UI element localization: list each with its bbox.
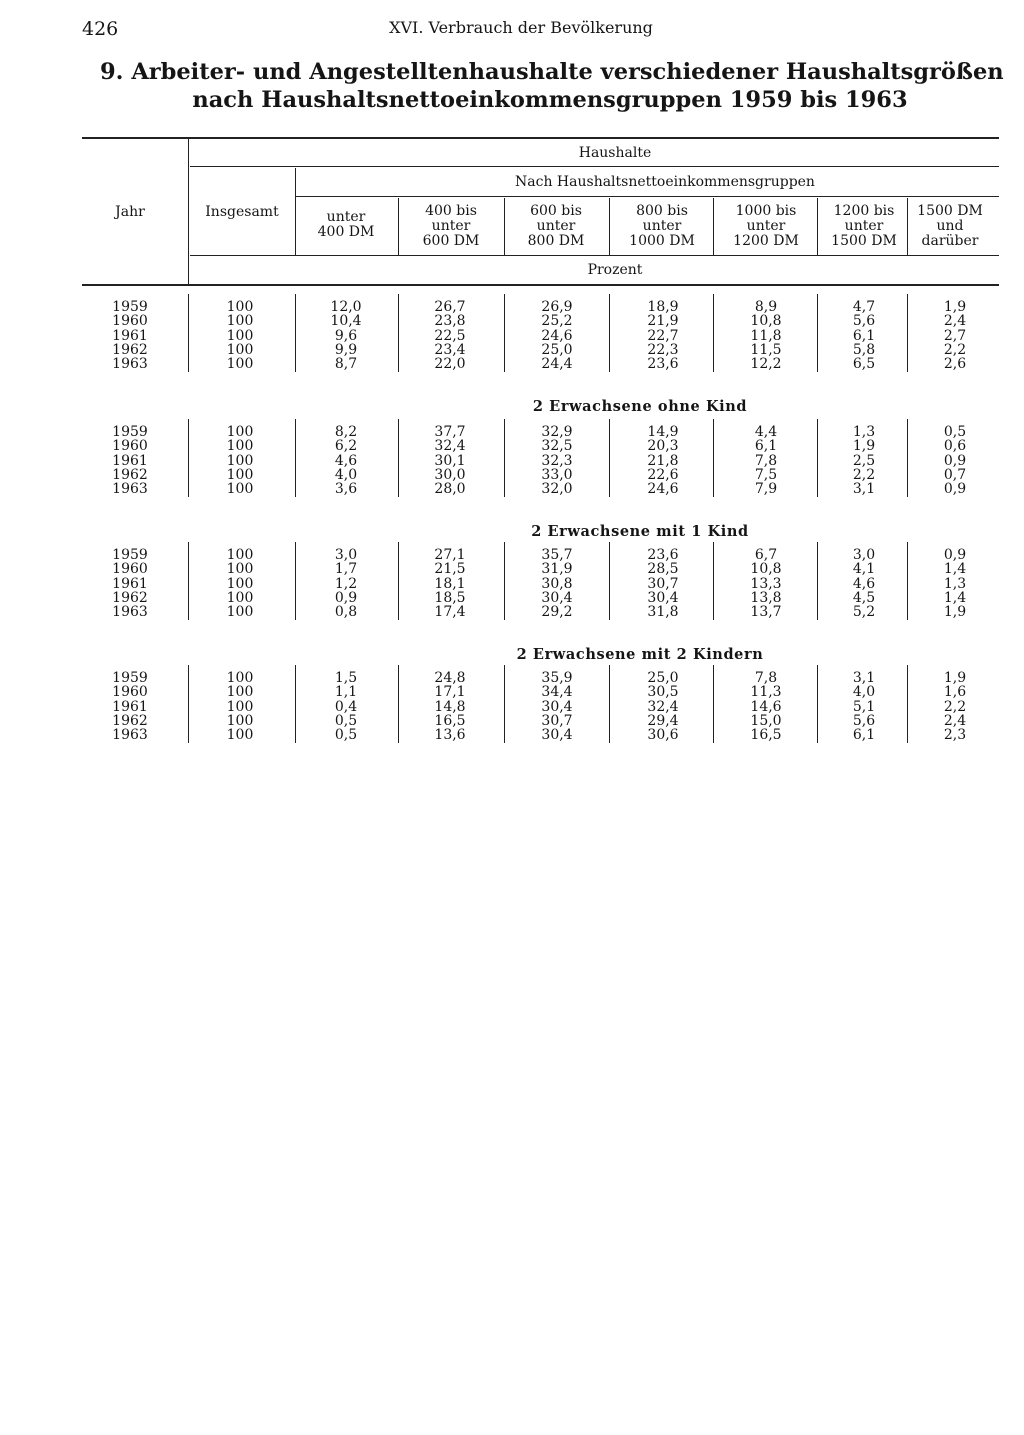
column-rule <box>188 419 189 497</box>
header-nach-gruppen: Nach Haushaltsnettoeinkommensgruppen <box>515 174 815 190</box>
header-jahr: Jahr <box>115 204 145 220</box>
column-rule <box>609 665 610 743</box>
column-rule <box>504 542 505 620</box>
row-total: 100 <box>226 466 254 483</box>
row-value: 26,7 <box>434 299 466 315</box>
header-group: 600 bis unter 800 DM <box>527 203 585 249</box>
row-value: 22,3 <box>647 341 679 358</box>
row-value: 30,7 <box>541 712 573 729</box>
column-rule <box>398 542 399 620</box>
row-value: 6,1 <box>852 327 876 344</box>
header-bottom-rule <box>82 284 999 286</box>
row-year: 1959 <box>112 424 148 440</box>
column-rule <box>188 294 189 372</box>
row-value: 4,7 <box>852 299 876 315</box>
row-total: 100 <box>226 424 254 440</box>
header-insgesamt: Insgesamt <box>205 204 279 220</box>
row-value: 8,2 <box>334 424 358 440</box>
column-rule <box>504 294 505 372</box>
row-value: 4,5 <box>852 589 876 606</box>
row-value: 10,8 <box>750 561 782 578</box>
row-value: 24,6 <box>541 327 573 344</box>
row-value: 25,0 <box>647 670 679 686</box>
header-prozent: Prozent <box>587 262 643 278</box>
row-value: 10,8 <box>750 313 782 330</box>
row-value: 32,4 <box>434 438 466 455</box>
row-value: 1,7 <box>334 561 358 578</box>
row-total: 100 <box>226 698 254 715</box>
row-total: 100 <box>226 575 254 592</box>
rule-under-haushalte <box>190 166 999 167</box>
row-value: 2,7 <box>943 327 967 344</box>
row-value: 14,6 <box>750 698 782 715</box>
row-total: 100 <box>226 299 254 315</box>
row-value: 7,5 <box>754 466 778 483</box>
row-value: 1,3 <box>943 575 967 592</box>
row-value: 11,8 <box>750 327 782 344</box>
row-total: 100 <box>226 684 254 701</box>
row-value: 14,8 <box>434 698 466 715</box>
row-value: 31,8 <box>647 604 679 621</box>
column-rule <box>907 665 908 743</box>
row-value: 9,6 <box>334 327 358 344</box>
column-rule <box>504 665 505 743</box>
row-year: 1960 <box>112 684 148 701</box>
row-value: 18,1 <box>434 575 466 592</box>
row-value: 6,1 <box>852 727 876 744</box>
row-value: 13,6 <box>434 727 466 744</box>
header-group: 1500 DM und darüber <box>917 203 983 249</box>
row-value: 2,2 <box>852 466 876 483</box>
column-rule <box>188 542 189 620</box>
row-value: 0,9 <box>943 481 967 498</box>
row-value: 12,2 <box>750 356 782 373</box>
row-value: 31,9 <box>541 561 573 578</box>
row-value: 25,0 <box>541 341 573 358</box>
row-value: 8,9 <box>754 299 778 315</box>
row-value: 28,0 <box>434 481 466 498</box>
header-vline <box>188 139 189 284</box>
row-value: 6,7 <box>754 547 778 563</box>
row-value: 13,3 <box>750 575 782 592</box>
row-value: 30,6 <box>647 727 679 744</box>
row-total: 100 <box>226 604 254 621</box>
row-year: 1961 <box>112 327 148 344</box>
column-rule <box>295 542 296 620</box>
row-value: 5,8 <box>852 341 876 358</box>
row-value: 6,1 <box>754 438 778 455</box>
row-value: 30,4 <box>647 589 679 606</box>
row-total: 100 <box>226 327 254 344</box>
row-value: 35,7 <box>541 547 573 563</box>
row-total: 100 <box>226 452 254 469</box>
row-year: 1959 <box>112 670 148 686</box>
row-value: 29,2 <box>541 604 573 621</box>
row-value: 32,0 <box>541 481 573 498</box>
column-rule <box>295 665 296 743</box>
row-total: 100 <box>226 589 254 606</box>
column-rule <box>713 665 714 743</box>
row-value: 1,3 <box>852 424 876 440</box>
row-total: 100 <box>226 727 254 744</box>
row-value: 5,6 <box>852 313 876 330</box>
row-value: 4,4 <box>754 424 778 440</box>
column-rule <box>713 294 714 372</box>
row-value: 11,5 <box>750 341 782 358</box>
row-value: 1,1 <box>334 684 358 701</box>
column-rule <box>817 665 818 743</box>
row-value: 0,5 <box>334 712 358 729</box>
row-value: 21,8 <box>647 452 679 469</box>
row-value: 18,9 <box>647 299 679 315</box>
row-value: 1,5 <box>334 670 358 686</box>
row-year: 1962 <box>112 341 148 358</box>
row-year: 1959 <box>112 299 148 315</box>
row-value: 2,2 <box>943 698 967 715</box>
row-value: 23,6 <box>647 547 679 563</box>
column-rule <box>295 419 296 497</box>
row-value: 24,6 <box>647 481 679 498</box>
row-value: 11,3 <box>750 684 782 701</box>
row-year: 1962 <box>112 466 148 483</box>
row-value: 3,6 <box>334 481 358 498</box>
row-value: 30,7 <box>647 575 679 592</box>
row-value: 10,4 <box>330 313 362 330</box>
row-value: 23,4 <box>434 341 466 358</box>
row-value: 12,0 <box>330 299 362 315</box>
row-value: 30,0 <box>434 466 466 483</box>
section-title: 2 Erwachsene mit 1 Kind <box>531 523 749 540</box>
row-value: 22,6 <box>647 466 679 483</box>
row-value: 2,3 <box>943 727 967 744</box>
header-group: unter 400 DM <box>317 209 375 240</box>
row-value: 0,9 <box>943 452 967 469</box>
row-value: 24,8 <box>434 670 466 686</box>
row-total: 100 <box>226 547 254 563</box>
row-value: 32,3 <box>541 452 573 469</box>
row-value: 1,4 <box>943 561 967 578</box>
page-number: 426 <box>82 18 119 40</box>
row-value: 4,0 <box>852 684 876 701</box>
rule-under-groups <box>190 255 999 256</box>
row-year: 1962 <box>112 589 148 606</box>
column-rule <box>504 419 505 497</box>
column-rule <box>398 665 399 743</box>
row-value: 3,1 <box>852 481 876 498</box>
row-value: 0,5 <box>334 727 358 744</box>
row-value: 32,5 <box>541 438 573 455</box>
header-group: 400 bis unter 600 DM <box>422 203 480 249</box>
table-title <box>100 58 1004 114</box>
header-group: 1000 bis unter 1200 DM <box>733 203 799 249</box>
row-total: 100 <box>226 356 254 373</box>
row-value: 32,4 <box>647 698 679 715</box>
row-value: 23,8 <box>434 313 466 330</box>
row-value: 1,9 <box>943 299 967 315</box>
row-total: 100 <box>226 561 254 578</box>
column-rule <box>398 419 399 497</box>
row-value: 16,5 <box>434 712 466 729</box>
row-value: 17,4 <box>434 604 466 621</box>
header-group: 800 bis unter 1000 DM <box>629 203 695 249</box>
row-value: 5,6 <box>852 712 876 729</box>
row-value: 30,4 <box>541 698 573 715</box>
row-year: 1960 <box>112 438 148 455</box>
row-value: 24,4 <box>541 356 573 373</box>
row-value: 21,5 <box>434 561 466 578</box>
row-value: 30,4 <box>541 727 573 744</box>
row-value: 2,4 <box>943 313 967 330</box>
row-value: 1,9 <box>852 438 876 455</box>
column-rule <box>817 294 818 372</box>
row-value: 1,9 <box>943 604 967 621</box>
table-top-rule <box>82 137 999 139</box>
rule-under-gruppen <box>295 196 999 197</box>
row-value: 5,1 <box>852 698 876 715</box>
row-value: 0,7 <box>943 466 967 483</box>
row-value: 37,7 <box>434 424 466 440</box>
column-rule <box>609 542 610 620</box>
row-value: 30,5 <box>647 684 679 701</box>
column-rule <box>907 542 908 620</box>
row-value: 5,2 <box>852 604 876 621</box>
row-value: 1,9 <box>943 670 967 686</box>
row-value: 20,3 <box>647 438 679 455</box>
column-rule <box>609 419 610 497</box>
row-value: 2,4 <box>943 712 967 729</box>
row-value: 26,9 <box>541 299 573 315</box>
row-value: 2,6 <box>943 356 967 373</box>
row-value: 0,5 <box>943 424 967 440</box>
row-value: 33,0 <box>541 466 573 483</box>
column-rule <box>713 419 714 497</box>
row-value: 22,7 <box>647 327 679 344</box>
row-total: 100 <box>226 341 254 358</box>
column-rule <box>713 542 714 620</box>
row-value: 23,6 <box>647 356 679 373</box>
row-value: 30,1 <box>434 452 466 469</box>
row-value: 8,7 <box>334 356 358 373</box>
row-value: 30,4 <box>541 589 573 606</box>
row-value: 27,1 <box>434 547 466 563</box>
row-value: 30,8 <box>541 575 573 592</box>
row-value: 16,5 <box>750 727 782 744</box>
row-value: 28,5 <box>647 561 679 578</box>
row-value: 4,0 <box>334 466 358 483</box>
row-value: 7,8 <box>754 452 778 469</box>
column-rule <box>907 294 908 372</box>
row-value: 14,9 <box>647 424 679 440</box>
row-value: 25,2 <box>541 313 573 330</box>
row-value: 0,6 <box>943 438 967 455</box>
row-value: 2,5 <box>852 452 876 469</box>
column-rule <box>295 294 296 372</box>
row-year: 1963 <box>112 481 148 498</box>
section-title: 2 Erwachsene mit 2 Kindern <box>516 646 764 663</box>
row-year: 1963 <box>112 356 148 373</box>
row-value: 13,7 <box>750 604 782 621</box>
row-value: 32,9 <box>541 424 573 440</box>
column-rule <box>188 665 189 743</box>
row-year: 1962 <box>112 712 148 729</box>
row-value: 4,6 <box>852 575 876 592</box>
row-value: 2,2 <box>943 341 967 358</box>
header-haushalte: Haushalte <box>578 145 652 161</box>
row-value: 35,9 <box>541 670 573 686</box>
row-year: 1961 <box>112 575 148 592</box>
row-value: 22,5 <box>434 327 466 344</box>
row-value: 4,6 <box>334 452 358 469</box>
row-value: 0,8 <box>334 604 358 621</box>
header-group: 1200 bis unter 1500 DM <box>831 203 897 249</box>
row-year: 1959 <box>112 547 148 563</box>
row-value: 3,0 <box>334 547 358 563</box>
row-value: 4,1 <box>852 561 876 578</box>
row-value: 6,2 <box>334 438 358 455</box>
column-rule <box>907 419 908 497</box>
row-value: 3,0 <box>852 547 876 563</box>
row-value: 15,0 <box>750 712 782 729</box>
row-total: 100 <box>226 313 254 330</box>
row-value: 6,5 <box>852 356 876 373</box>
running-head: XVI. Verbrauch der Bevölkerung <box>389 18 653 37</box>
row-value: 9,9 <box>334 341 358 358</box>
row-value: 0,4 <box>334 698 358 715</box>
section-title: 2 Erwachsene ohne Kind <box>532 398 748 415</box>
row-value: 1,2 <box>334 575 358 592</box>
row-total: 100 <box>226 481 254 498</box>
row-total: 100 <box>226 670 254 686</box>
row-value: 34,4 <box>541 684 573 701</box>
row-value: 22,0 <box>434 356 466 373</box>
title-line-2: nach Haushaltsnettoeinkommensgruppen 1959 bis 1963 <box>192 87 908 113</box>
row-year: 1963 <box>112 727 148 744</box>
column-rule <box>817 419 818 497</box>
row-year: 1963 <box>112 604 148 621</box>
row-value: 3,1 <box>852 670 876 686</box>
row-year: 1960 <box>112 313 148 330</box>
column-rule <box>398 294 399 372</box>
row-value: 7,9 <box>754 481 778 498</box>
row-value: 1,6 <box>943 684 967 701</box>
row-year: 1961 <box>112 452 148 469</box>
row-value: 29,4 <box>647 712 679 729</box>
row-value: 0,9 <box>334 589 358 606</box>
row-value: 17,1 <box>434 684 466 701</box>
row-value: 21,9 <box>647 313 679 330</box>
row-value: 0,9 <box>943 547 967 563</box>
row-value: 1,4 <box>943 589 967 606</box>
row-year: 1961 <box>112 698 148 715</box>
row-value: 7,8 <box>754 670 778 686</box>
column-rule <box>609 294 610 372</box>
row-value: 18,5 <box>434 589 466 606</box>
title-line-1: 9. Arbeiter- und Angestelltenhaushalte verschiedener Haushaltsgrößen <box>100 59 1004 85</box>
row-total: 100 <box>226 438 254 455</box>
row-total: 100 <box>226 712 254 729</box>
column-rule <box>817 542 818 620</box>
row-year: 1960 <box>112 561 148 578</box>
row-value: 13,8 <box>750 589 782 606</box>
